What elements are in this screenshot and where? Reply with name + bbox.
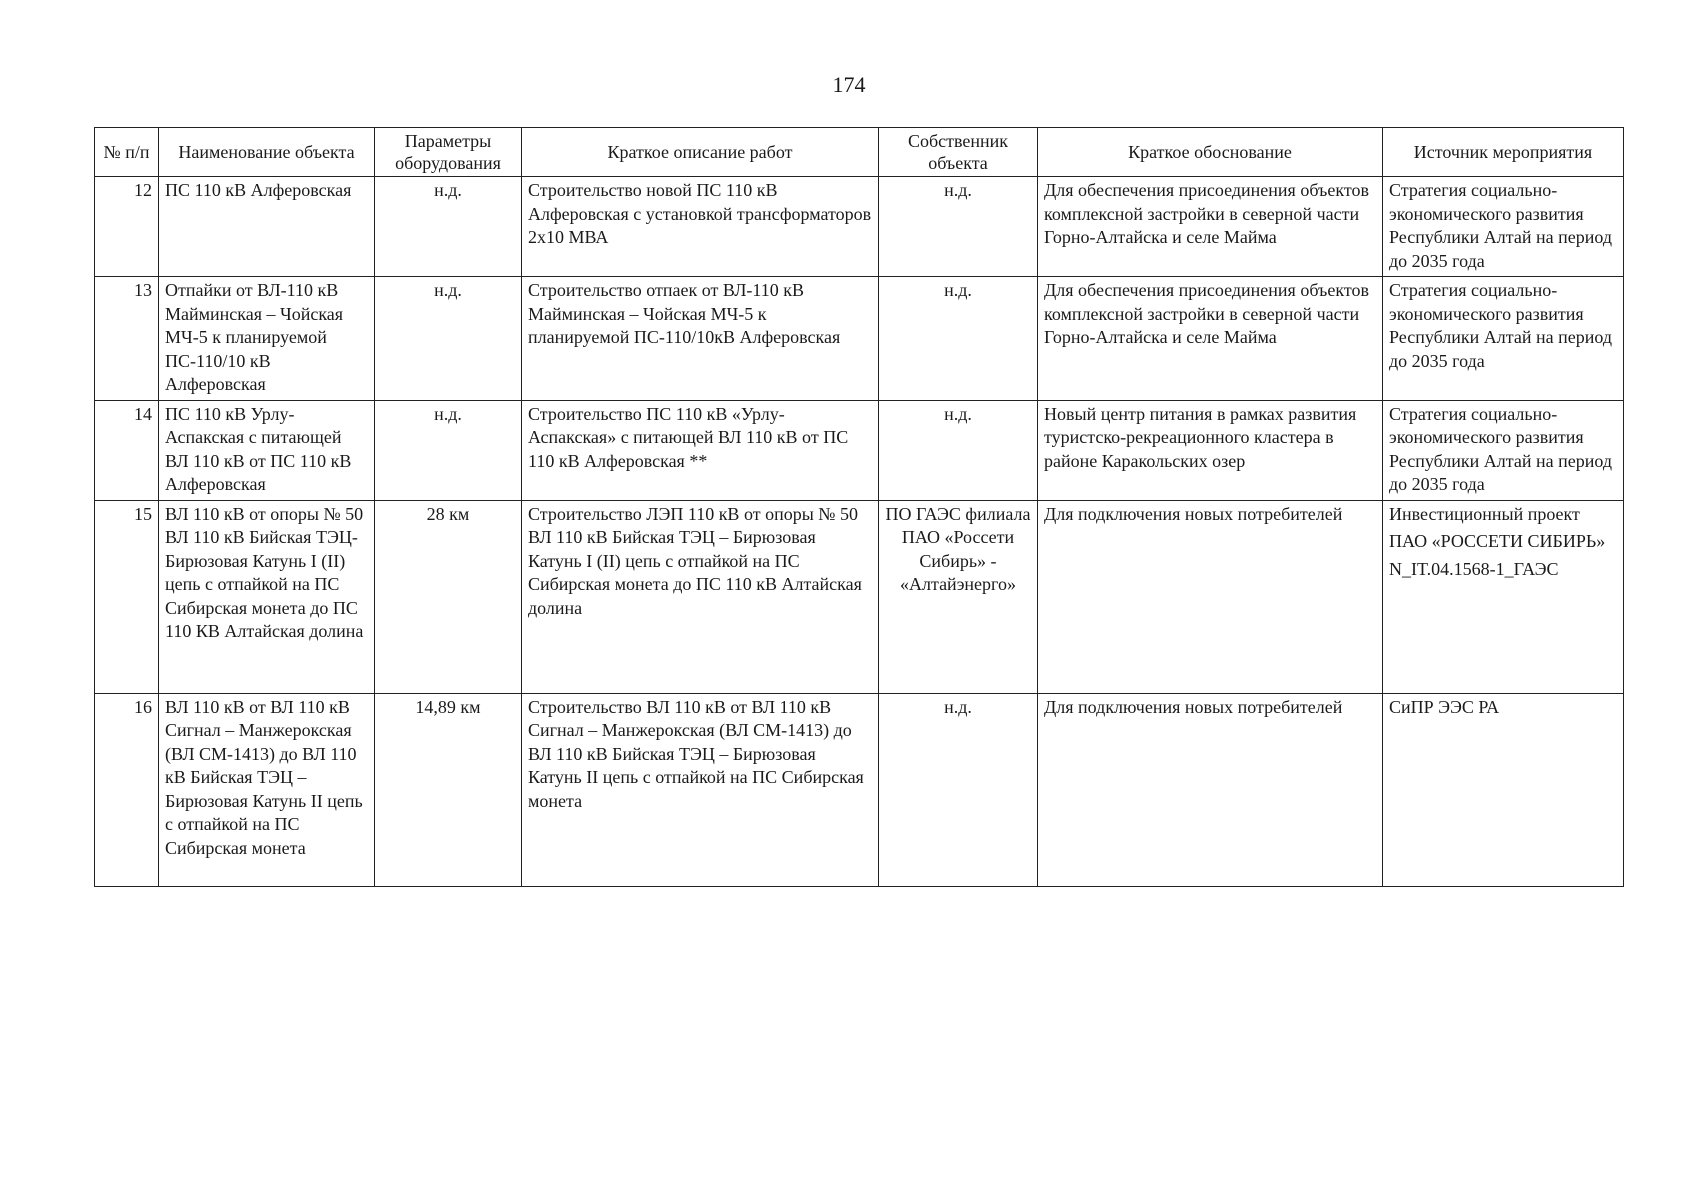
cell-source: Стратегия социально-экономического развития Республики Алтай на период до 2035 года bbox=[1383, 277, 1624, 401]
cell-source bbox=[1383, 500, 1624, 693]
cell-name: ВЛ 110 кВ от опоры № 50 ВЛ 110 кВ Бийская ТЭЦ- Бирюзовая Катунь I (II) цепь с отпайкой на ПС Сибирская монета до ПС 110 КВ Алтайская долина bbox=[159, 500, 375, 693]
cell-name: ПС 110 кВ Алферовская bbox=[159, 177, 375, 277]
header-params: Параметры оборудования bbox=[375, 128, 522, 177]
cell-desc: Строительство ЛЭП 110 кВ от опоры № 50 ВЛ 110 кВ Бийская ТЭЦ – Бирюзовая Катунь I (II) цепь с отпайкой на ПС Сибирская монета до ПС 110 кВ Алтайская долина bbox=[522, 500, 879, 693]
table-row bbox=[95, 277, 1624, 401]
cell-num: 13 bbox=[95, 277, 159, 401]
cell-name: ПС 110 кВ Урлу-Аспакская с питающей ВЛ 110 кВ от ПС 110 кВ Алферовская bbox=[159, 400, 375, 500]
header-source: Источник мероприятия bbox=[1383, 128, 1624, 177]
cell-desc: Строительство новой ПС 110 кВ Алферовская с установкой трансформаторов 2х10 МВА bbox=[522, 177, 879, 277]
cell-params: н.д. bbox=[375, 177, 522, 277]
source-line: Инвестиционный проект bbox=[1389, 503, 1580, 524]
header-desc: Краткое описание работ bbox=[522, 128, 879, 177]
header-row bbox=[95, 128, 1624, 177]
table-row bbox=[95, 177, 1624, 277]
page-number: 174 bbox=[832, 72, 866, 97]
header-owner: Собственник объекта bbox=[879, 128, 1038, 177]
table-row bbox=[95, 400, 1624, 500]
table-row bbox=[95, 693, 1624, 886]
table-row bbox=[95, 500, 1624, 693]
works-table bbox=[94, 127, 1624, 887]
header-num: № п/п bbox=[95, 128, 159, 177]
cell-params: н.д. bbox=[375, 277, 522, 401]
cell-name: Отпайки от ВЛ-110 кВ Майминская – Чойская МЧ-5 к планируемой ПС-110/10 кВ Алферовская bbox=[159, 277, 375, 401]
cell-num: 12 bbox=[95, 177, 159, 277]
cell-owner: н.д. bbox=[879, 277, 1038, 401]
cell-reason: Для подключения новых потребителей bbox=[1038, 500, 1383, 693]
cell-num: 15 bbox=[95, 500, 159, 693]
cell-owner: н.д. bbox=[879, 400, 1038, 500]
cell-owner: н.д. bbox=[879, 693, 1038, 886]
cell-owner: н.д. bbox=[879, 177, 1038, 277]
cell-desc: Строительство отпаек от ВЛ-110 кВ Майминская – Чойская МЧ-5 к планируемой ПС-110/10кВ Алферовская bbox=[522, 277, 879, 401]
cell-source: СиПР ЭЭС РА bbox=[1383, 693, 1624, 886]
cell-reason: Для обеспечения присоединения объектов комплексной застройки в северной части Горно-Алтайска и селе Майма bbox=[1038, 177, 1383, 277]
source-line: N_IT.04.1568-1_ГАЭС bbox=[1389, 558, 1559, 579]
cell-params: 14,89 км bbox=[375, 693, 522, 886]
cell-desc: Строительство ВЛ 110 кВ от ВЛ 110 кВ Сигнал – Манжерокская (ВЛ СМ-1413) до ВЛ 110 кВ Бийская ТЭЦ – Бирюзовая Катунь II цепь с отпайкой на ПС Сибирская монета bbox=[522, 693, 879, 886]
cell-desc: Строительство ПС 110 кВ «Урлу-Аспакская» с питающей ВЛ 110 кВ от ПС 110 кВ Алферовская ** bbox=[522, 400, 879, 500]
cell-source: Стратегия социально-экономического развития Республики Алтай на период до 2035 года bbox=[1383, 400, 1624, 500]
cell-reason: Для обеспечения присоединения объектов комплексной застройки в северной части Горно-Алтайска и селе Майма bbox=[1038, 277, 1383, 401]
cell-source: Стратегия социально-экономического развития Республики Алтай на период до 2035 года bbox=[1383, 177, 1624, 277]
cell-params: 28 км bbox=[375, 500, 522, 693]
header-reason: Краткое обоснование bbox=[1038, 128, 1383, 177]
header-name: Наименование объекта bbox=[159, 128, 375, 177]
cell-name: ВЛ 110 кВ от ВЛ 110 кВ Сигнал – Манжерокская (ВЛ СМ-1413) до ВЛ 110 кВ Бийская ТЭЦ – Бирюзовая Катунь II цепь с отпайкой на ПС Сибирская монета bbox=[159, 693, 375, 886]
cell-params: н.д. bbox=[375, 400, 522, 500]
cell-reason: Новый центр питания в рамках развития туристско-рекреационного кластера в районе Каракольских озер bbox=[1038, 400, 1383, 500]
cell-reason: Для подключения новых потребителей bbox=[1038, 693, 1383, 886]
cell-num: 16 bbox=[95, 693, 159, 886]
cell-num: 14 bbox=[95, 400, 159, 500]
cell-owner: ПО ГАЭС филиала ПАО «Россети Сибирь» - «Алтайэнерго» bbox=[879, 500, 1038, 693]
source-line: ПАО «РОССЕТИ СИБИРЬ» bbox=[1389, 531, 1606, 551]
